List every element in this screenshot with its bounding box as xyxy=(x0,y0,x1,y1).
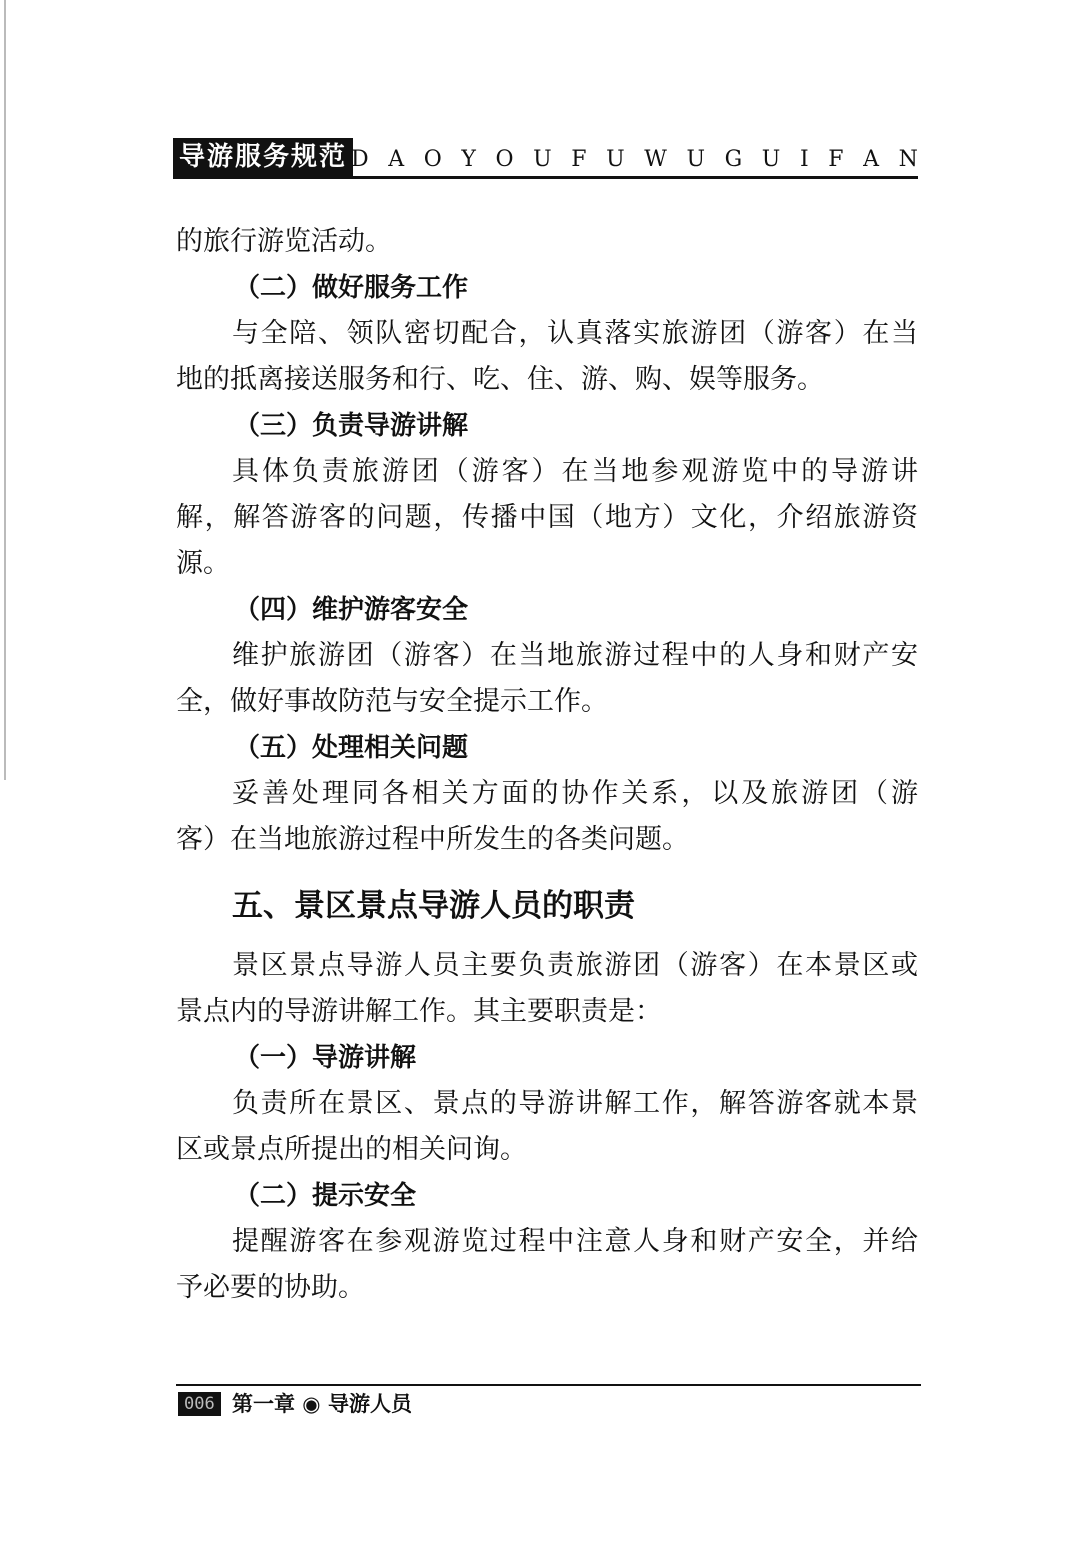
header-latin-letters xyxy=(351,146,918,174)
body-line: 客）在当地旅游过程中所发生的各类问题。 xyxy=(176,824,689,855)
header-letter: W xyxy=(644,147,667,172)
body-line: 妥善处理同各相关方面的协作关系，以及旅游团（游 xyxy=(232,778,918,809)
header-letter: F xyxy=(571,147,587,172)
header-letter: U xyxy=(686,147,706,172)
body-line: 区或景点所提出的相关问询。 xyxy=(176,1134,527,1165)
body-line: 解，解答游客的问题，传播中国（地方）文化，介绍旅游资 xyxy=(176,502,918,533)
body-line: 源。 xyxy=(176,548,230,579)
sub-heading: （四）维护游客安全 xyxy=(234,595,469,625)
body-line: 与全陪、领队密切配合，认真落实旅游团（游客）在当 xyxy=(232,318,918,349)
footer-rule xyxy=(176,1384,921,1386)
body-line: 负责所在景区、景点的导游讲解工作，解答游客就本景 xyxy=(232,1088,918,1119)
body-line: 的旅行游览活动。 xyxy=(176,226,392,257)
main-text xyxy=(176,219,918,1311)
header-letter: D xyxy=(351,147,369,172)
running-header xyxy=(173,138,918,180)
body-line: 维护旅游团（游客）在当地旅游过程中的人身和财产安 xyxy=(232,640,918,671)
section-title: 五、景区景点导游人员的职责 xyxy=(232,888,635,924)
header-letter: U xyxy=(606,147,625,172)
body-line: 全，做好事故防范与安全提示工作。 xyxy=(176,686,608,717)
header-letter: A xyxy=(863,147,879,172)
header-letter: Y xyxy=(461,147,476,172)
sub-heading: （二）做好服务工作 xyxy=(234,273,469,303)
page-number: 006 xyxy=(178,1392,221,1416)
sub-heading: （二）提示安全 xyxy=(234,1181,417,1211)
scan-edge-line xyxy=(4,0,6,780)
body-line: 景点内的导游讲解工作。其主要职责是： xyxy=(176,996,662,1027)
body-line: 予必要的协助。 xyxy=(176,1272,365,1303)
sub-heading: （一）导游讲解 xyxy=(234,1043,417,1073)
header-letter: G xyxy=(724,147,743,172)
chapter-label: 第一章 ◉ 导游人员 xyxy=(232,1392,412,1416)
body-line: 地的抵离接送服务和行、吃、住、游、购、娱等服务。 xyxy=(176,364,824,395)
body-line: 具体负责旅游团（游客）在当地参观游览中的导游讲 xyxy=(232,456,918,487)
header-letter: O xyxy=(495,147,514,172)
header-rule xyxy=(173,176,918,179)
sub-heading: （五）处理相关问题 xyxy=(234,733,469,763)
header-letter: N xyxy=(898,147,918,172)
header-letter: O xyxy=(423,147,442,172)
header-letter: U xyxy=(761,147,781,172)
book-title-badge: 导游服务规范 xyxy=(173,138,353,176)
header-letter: U xyxy=(533,147,552,172)
header-letter: I xyxy=(799,147,809,172)
body-line: 提醒游客在参观游览过程中注意人身和财产安全，并给 xyxy=(232,1226,918,1257)
header-letter: A xyxy=(388,147,405,172)
header-letter: F xyxy=(828,147,844,172)
running-footer xyxy=(176,1384,921,1424)
body-line: 景区景点导游人员主要负责旅游团（游客）在本景区或 xyxy=(232,950,918,981)
sub-heading: （三）负责导游讲解 xyxy=(234,411,469,441)
